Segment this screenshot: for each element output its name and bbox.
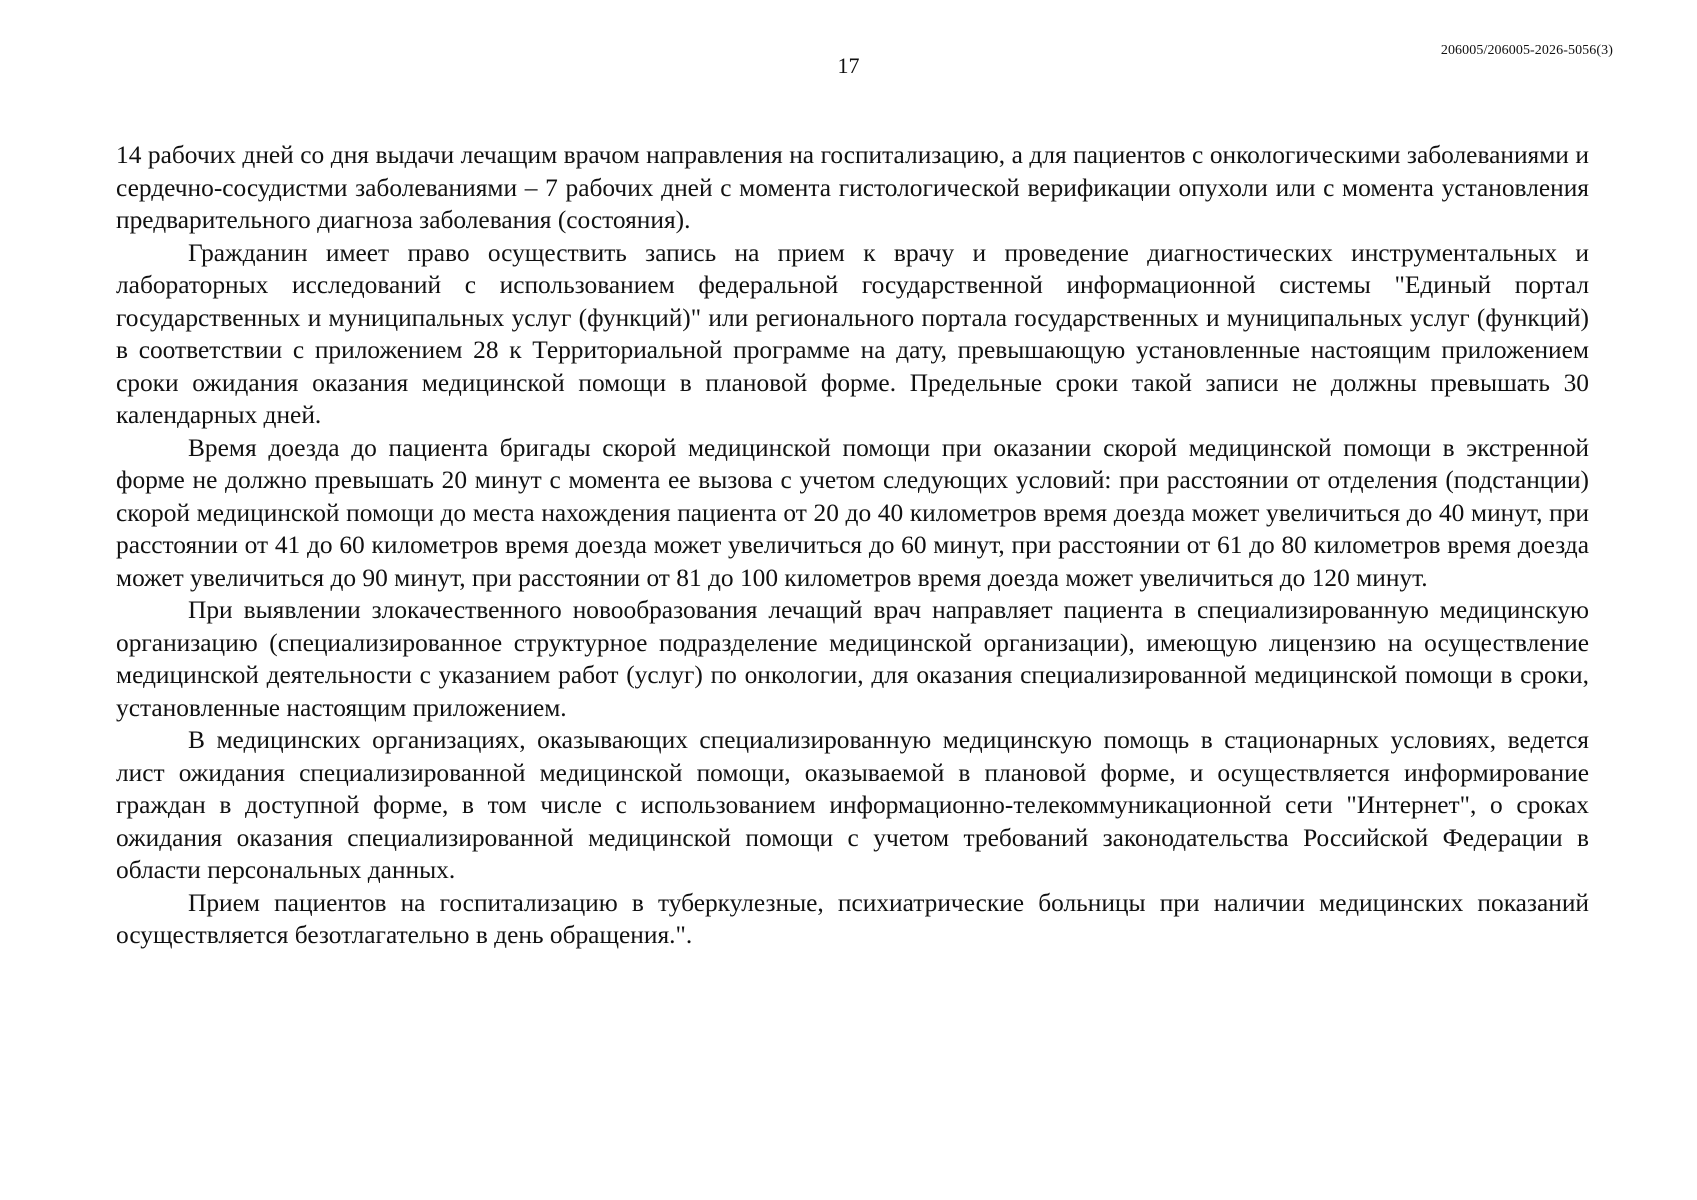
paragraph-hospitalization: Прием пациентов на госпитализацию в туберкулезные, психиатрические больницы при наличии медицинских показаний осуществляется безотлагательно в день обращения.". xyxy=(116,888,1589,949)
paragraph-oncology-referral: При выявлении злокачественного новообразования лечащий врач направляет пациента в специализированную медицинскую организацию (специализированное структурное подразделение медицинской организации), имеющую лицензию на осуществление медицинской деятельности с указанием работ (услуг) по онкологии, для оказания специализированной медицинской помощи в сроки, установленные настоящим приложением. xyxy=(116,596,1589,722)
page-number: 17 xyxy=(837,53,860,78)
document-body xyxy=(116,139,1589,952)
paragraph-ambulance-arrival-time: Время доезда до пациента бригады скорой медицинской помощи при оказании скорой медицинской помощи в экстренной форме не должно превышать 20 минут с момента ее вызова с учетом следующих условий: при расстоянии от отделения (подстанции) скорой медицинской помощи до места нахождения пациента от 20 до 40 километров время доезда может увеличиться до 40 минут, при расстоянии от 41 до 60 километров время доезда может увеличиться до 60 минут, при расстоянии от 61 до 80 километров время доезда может увеличиться до 90 минут, при расстоянии от 81 до 100 километров время доезда может увеличиться до 120 минут. xyxy=(116,433,1589,592)
paragraph-waiting-list: В медицинских организациях, оказывающих специализированную медицинскую помощь в стационарных условиях, ведется лист ожидания специализированной медицинской помощи, оказываемой в плановой форме, и осуществляется информирование граждан в доступной форме, в том числе с использованием информационно-телекоммуникационной сети "Интернет", о сроках ожидания оказания специализированной медицинской помощи с учетом требований законодательства Российской Федерации в области персональных данных. xyxy=(116,726,1589,884)
paragraph-online-appointment: Гражданин имеет право осуществить запись на прием к врачу и проведение диагностических инструментальных и лабораторных исследований с использованием федеральной государственной информационной системы "Единый портал государственных и муниципальных услуг (функций)" или регионального портала государственных и муниципальных услуг (функций) в соответствии с приложением 28 к Территориальной программе на дату, превышающую установленные настоящим приложением сроки ожидания оказания медицинской помощи в плановой форме. Предельные сроки такой записи не должны превышать 30 календарных дней. xyxy=(116,238,1589,429)
document-code: 206005/206005-2026-5056(3) xyxy=(1440,43,1613,58)
paragraph-continuation: 14 рабочих дней со дня выдачи лечащим врачом направления на госпитализацию, а для пациентов с онкологическими заболеваниями и сердечно-сосудистми заболеваниями – 7 рабочих дней с момента гистологической верификации опухоли или с момента установления предварительного диагноза заболевания (состояния). xyxy=(116,141,1589,234)
